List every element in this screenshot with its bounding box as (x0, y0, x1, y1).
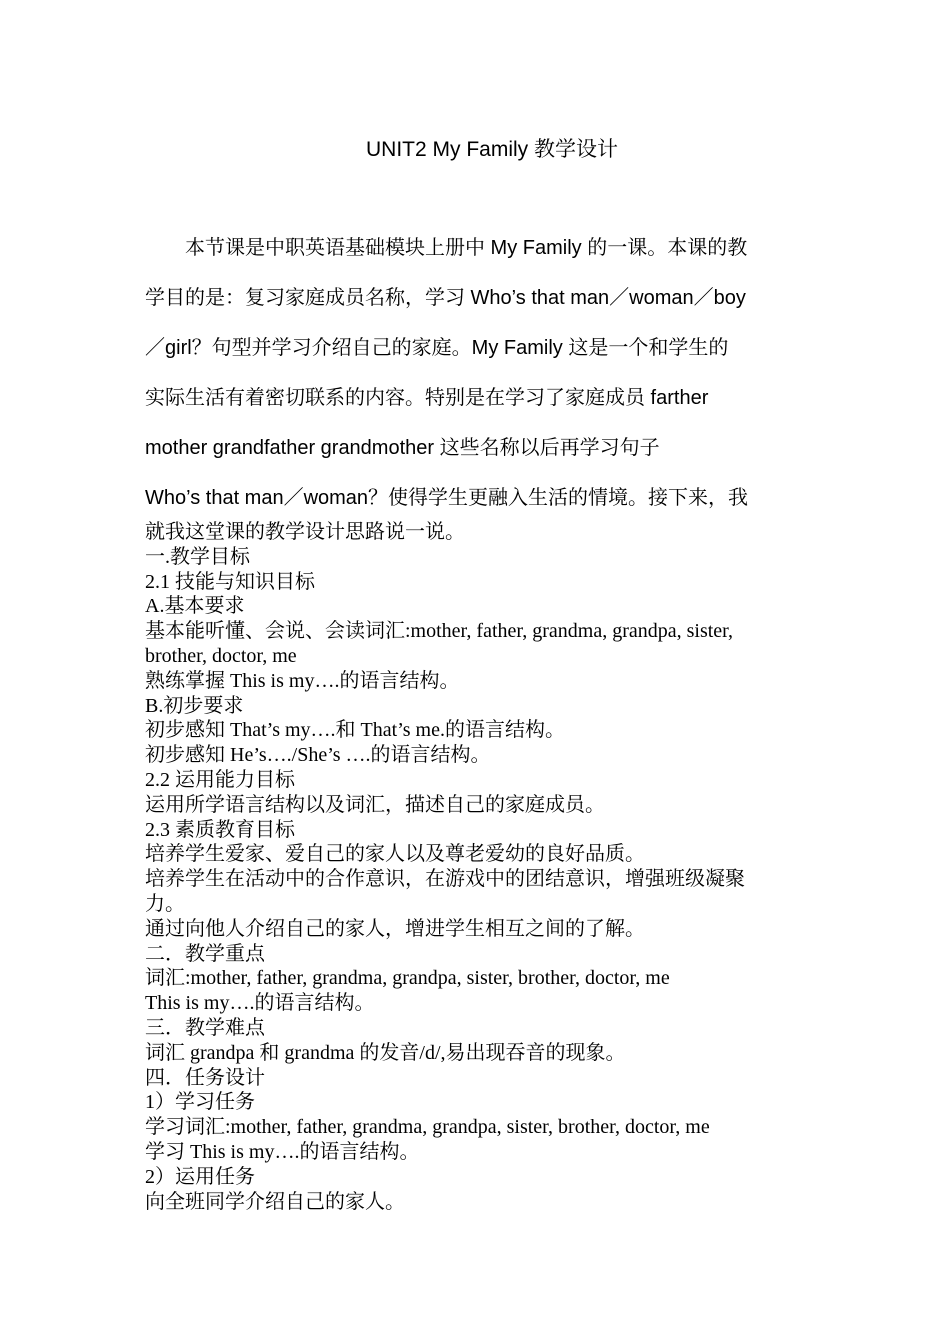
body-line: brother, doctor, me (145, 644, 297, 667)
body-line: 培养学生爱家、爱自己的家人以及尊老爱幼的良好品质。 (145, 843, 645, 866)
body-line: 学习 This is my….的语言结构。 (145, 1140, 420, 1163)
section-heading: 二．教学重点 (145, 942, 265, 965)
intro-line: 学目的是：复习家庭成员名称，学习 Who’s that man／woman／boy (145, 287, 746, 309)
body-line: 熟练掌握 This is my….的语言结构。 (145, 669, 460, 692)
subsection-heading: 1）学习任务 (145, 1091, 255, 1114)
section-heading: 一.教学目标 (145, 545, 250, 568)
intro-line: mother grandfather grandmother 这些名称以后再学习句子 (145, 437, 660, 459)
subsection-heading: 2.2 运用能力目标 (145, 768, 295, 791)
body-line: 向全班同学介绍自己的家人。 (145, 1190, 405, 1213)
section-heading: 四．任务设计 (145, 1066, 265, 1089)
intro-line: 实际生活有着密切联系的内容。特别是在学习了家庭成员 farther (145, 387, 709, 409)
body-line: 通过向他人介绍自己的家人，增进学生相互之间的了解。 (145, 917, 645, 940)
body-line: 初步感知 That’s my….和 That’s me.的语言结构。 (145, 719, 565, 742)
body-line: 初步感知 He’s…./She’s ….的语言结构。 (145, 744, 491, 767)
document-title: UNIT2 My Family 教学设计 (366, 138, 618, 161)
subsection-heading: 2.3 素质教育目标 (145, 818, 295, 841)
body-line: 运用所学语言结构以及词汇，描述自己的家庭成员。 (145, 793, 605, 816)
intro-line: Who’s that man／woman？使得学生更融入生活的情境。接下来，我 (145, 487, 749, 509)
body-line: 基本能听懂、会说、会读词汇:mother, father, grandma, grandpa, sister, (145, 620, 734, 643)
subsection-heading: 2.1 技能与知识目标 (145, 570, 315, 593)
section-heading: 三．教学难点 (145, 1016, 265, 1039)
body-line: 力。 (145, 892, 185, 915)
subsection-heading: 2）运用任务 (145, 1165, 255, 1188)
body-line: This is my….的语言结构。 (145, 992, 375, 1015)
body-line: 词汇:mother, father, grandma, grandpa, sister, brother, doctor, me (145, 967, 670, 990)
subsection-heading: B.初步要求 (145, 694, 244, 717)
body-line: 学习词汇:mother, father, grandma, grandpa, sister, brother, doctor, me (145, 1116, 710, 1139)
body-line: 培养学生在活动中的合作意识，在游戏中的团结意识，增强班级凝聚 (145, 868, 745, 891)
body-line: 词汇 grandpa 和 grandma 的发音/d/,易出现吞音的现象。 (145, 1041, 626, 1064)
intro-paragraph (145, 233, 810, 533)
intro-line: 本节课是中职英语基础模块上册中 My Family 的一课。本课的教 (145, 237, 748, 259)
subsection-heading: A.基本要求 (145, 595, 245, 618)
body-line: 就我这堂课的教学设计思路说一说。 (145, 521, 465, 543)
intro-line: ／girl？句型并学习介绍自己的家庭。My Family 这是一个和学生的 (145, 337, 729, 359)
body-text (145, 520, 810, 1214)
